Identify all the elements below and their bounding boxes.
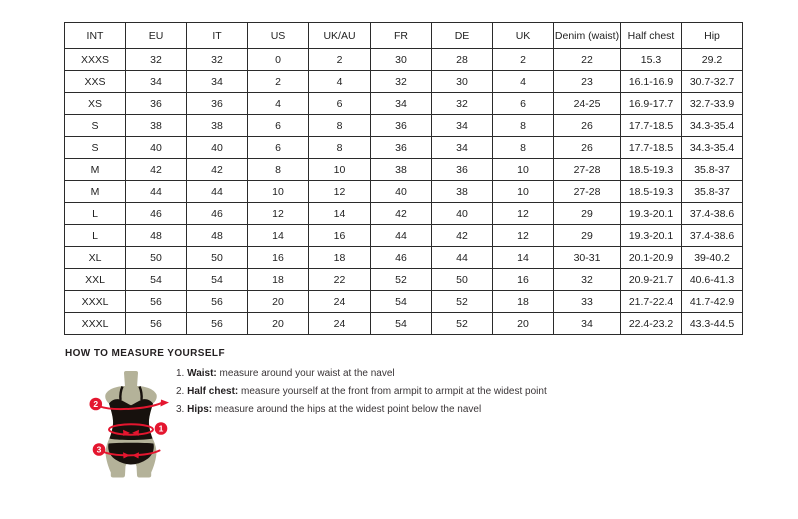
- table-cell: 22: [554, 49, 621, 71]
- table-cell: 56: [187, 313, 248, 335]
- table-cell: 22: [309, 269, 371, 291]
- table-cell: S: [65, 115, 126, 137]
- table-row: [65, 137, 743, 159]
- column-header: FR: [371, 23, 432, 49]
- table-row: [65, 93, 743, 115]
- table-cell: 28: [432, 49, 493, 71]
- step-number: 2.: [176, 386, 188, 397]
- table-cell: 38: [126, 115, 187, 137]
- table-cell: 52: [371, 269, 432, 291]
- table-cell: 14: [248, 225, 309, 247]
- measure-steps: [176, 368, 547, 422]
- table-cell: XXS: [65, 71, 126, 93]
- table-cell: 32: [432, 93, 493, 115]
- table-cell: 18.5-19.3: [621, 181, 682, 203]
- table-row: [65, 269, 743, 291]
- table-cell: 34: [126, 71, 187, 93]
- table-cell: XXXL: [65, 313, 126, 335]
- badge-number: 3: [96, 444, 102, 455]
- table-row: [65, 159, 743, 181]
- table-cell: 50: [187, 247, 248, 269]
- table-cell: 17.7-18.5: [621, 137, 682, 159]
- table-cell: 2: [493, 49, 554, 71]
- table-cell: 29: [554, 203, 621, 225]
- table-cell: 10: [248, 181, 309, 203]
- table-cell: 38: [371, 159, 432, 181]
- size-table: [64, 22, 743, 335]
- table-cell: M: [65, 181, 126, 203]
- table-cell: 44: [371, 225, 432, 247]
- table-cell: 46: [371, 247, 432, 269]
- table-cell: 12: [309, 181, 371, 203]
- column-header: INT: [65, 23, 126, 49]
- table-cell: 43.3-44.5: [682, 313, 743, 335]
- table-cell: 2: [309, 49, 371, 71]
- table-cell: 48: [126, 225, 187, 247]
- table-cell: 36: [371, 137, 432, 159]
- table-row: [65, 313, 743, 335]
- table-cell: 6: [248, 115, 309, 137]
- step-number: 1.: [176, 368, 188, 379]
- table-cell: 39-40.2: [682, 247, 743, 269]
- measure-step: [176, 368, 547, 379]
- table-cell: 10: [309, 159, 371, 181]
- table-cell: 56: [126, 313, 187, 335]
- table-cell: 34: [371, 93, 432, 115]
- header-row: [65, 23, 743, 49]
- table-cell: 36: [187, 93, 248, 115]
- table-cell: 32: [554, 269, 621, 291]
- table-cell: 32.7-33.9: [682, 93, 743, 115]
- table-cell: 40: [432, 203, 493, 225]
- column-header: UK/AU: [309, 23, 371, 49]
- table-cell: S: [65, 137, 126, 159]
- table-cell: 54: [126, 269, 187, 291]
- table-cell: 6: [493, 93, 554, 115]
- table-cell: 56: [126, 291, 187, 313]
- step-label: Half chest:: [187, 386, 242, 397]
- mannequin-illustration: [85, 370, 177, 480]
- table-cell: 54: [187, 269, 248, 291]
- table-cell: 56: [187, 291, 248, 313]
- table-cell: 18.5-19.3: [621, 159, 682, 181]
- table-cell: 19.3-20.1: [621, 225, 682, 247]
- table-cell: 8: [309, 137, 371, 159]
- table-cell: 34.3-35.4: [682, 115, 743, 137]
- table-cell: 42: [432, 225, 493, 247]
- table-cell: 18: [248, 269, 309, 291]
- table-cell: 24: [309, 291, 371, 313]
- table-cell: 33: [554, 291, 621, 313]
- table-cell: 44: [432, 247, 493, 269]
- table-cell: 20.1-20.9: [621, 247, 682, 269]
- table-cell: 2: [248, 71, 309, 93]
- step-text: measure around your waist at the navel: [219, 368, 395, 379]
- measure-heading: HOW TO MEASURE YOURSELF: [65, 348, 225, 359]
- measurement-figure: [85, 370, 177, 480]
- table-cell: L: [65, 225, 126, 247]
- table-cell: 6: [309, 93, 371, 115]
- table-row: [65, 49, 743, 71]
- table-cell: 16: [248, 247, 309, 269]
- step-text: measure yourself at the front from armpit to armpit at the widest point: [241, 386, 547, 397]
- table-cell: 54: [371, 313, 432, 335]
- table-cell: 14: [493, 247, 554, 269]
- figure-badge-3: [93, 443, 106, 456]
- table-row: [65, 115, 743, 137]
- table-cell: 32: [187, 49, 248, 71]
- table-cell: 14: [309, 203, 371, 225]
- table-cell: 44: [126, 181, 187, 203]
- table-cell: 24: [309, 313, 371, 335]
- table-cell: 22.4-23.2: [621, 313, 682, 335]
- table-cell: 46: [187, 203, 248, 225]
- table-cell: 42: [187, 159, 248, 181]
- column-header: US: [248, 23, 309, 49]
- table-cell: 52: [432, 313, 493, 335]
- table-cell: 30-31: [554, 247, 621, 269]
- table-cell: 20: [248, 291, 309, 313]
- size-table-head: [65, 23, 743, 49]
- table-cell: 35.8-37: [682, 159, 743, 181]
- table-cell: 20: [248, 313, 309, 335]
- table-row: [65, 247, 743, 269]
- figure-badge-1: [155, 422, 168, 435]
- table-cell: L: [65, 203, 126, 225]
- step-label: Waist:: [187, 368, 220, 379]
- table-cell: 48: [187, 225, 248, 247]
- table-cell: 44: [187, 181, 248, 203]
- table-cell: 27-28: [554, 159, 621, 181]
- table-cell: 34: [432, 115, 493, 137]
- table-cell: 29.2: [682, 49, 743, 71]
- column-header: DE: [432, 23, 493, 49]
- table-cell: 20: [493, 313, 554, 335]
- table-cell: 24-25: [554, 93, 621, 115]
- table-cell: XXXS: [65, 49, 126, 71]
- table-cell: 4: [309, 71, 371, 93]
- table-cell: 38: [432, 181, 493, 203]
- table-cell: 40: [187, 137, 248, 159]
- table-cell: 16: [309, 225, 371, 247]
- column-header: Half chest: [621, 23, 682, 49]
- table-cell: XXL: [65, 269, 126, 291]
- badge-number: 1: [158, 423, 164, 434]
- table-cell: 18: [309, 247, 371, 269]
- table-cell: 42: [126, 159, 187, 181]
- table-cell: 16.1-16.9: [621, 71, 682, 93]
- table-cell: 35.8-37: [682, 181, 743, 203]
- size-table-body: [65, 49, 743, 335]
- table-cell: 37.4-38.6: [682, 225, 743, 247]
- table-row: [65, 225, 743, 247]
- figure-badge-2: [90, 398, 103, 411]
- table-cell: 41.7-42.9: [682, 291, 743, 313]
- table-cell: 6: [248, 137, 309, 159]
- table-cell: 19.3-20.1: [621, 203, 682, 225]
- table-cell: 40.6-41.3: [682, 269, 743, 291]
- table-cell: 34: [432, 137, 493, 159]
- table-cell: 42: [371, 203, 432, 225]
- table-cell: 8: [493, 137, 554, 159]
- table-cell: 30: [371, 49, 432, 71]
- table-cell: 18: [493, 291, 554, 313]
- table-cell: 32: [371, 71, 432, 93]
- table-cell: 30.7-32.7: [682, 71, 743, 93]
- column-header: UK: [493, 23, 554, 49]
- table-cell: 29: [554, 225, 621, 247]
- table-cell: 40: [126, 137, 187, 159]
- table-cell: 12: [248, 203, 309, 225]
- table-cell: 8: [309, 115, 371, 137]
- table-cell: 34: [554, 313, 621, 335]
- step-label: Hips:: [187, 404, 215, 415]
- table-cell: 26: [554, 115, 621, 137]
- table-cell: 27-28: [554, 181, 621, 203]
- table-row: [65, 181, 743, 203]
- table-cell: 4: [493, 71, 554, 93]
- table-cell: 36: [126, 93, 187, 115]
- table-row: [65, 203, 743, 225]
- table-cell: 10: [493, 159, 554, 181]
- table-row: [65, 71, 743, 93]
- table-cell: 50: [432, 269, 493, 291]
- table-cell: 4: [248, 93, 309, 115]
- table-cell: XS: [65, 93, 126, 115]
- table-cell: 0: [248, 49, 309, 71]
- step-text: measure around the hips at the widest point below the navel: [214, 404, 482, 415]
- table-cell: 16.9-17.7: [621, 93, 682, 115]
- column-header: IT: [187, 23, 248, 49]
- table-cell: 38: [187, 115, 248, 137]
- table-cell: 26: [554, 137, 621, 159]
- table-cell: 12: [493, 203, 554, 225]
- table-cell: XL: [65, 247, 126, 269]
- table-cell: 21.7-22.4: [621, 291, 682, 313]
- table-cell: 36: [432, 159, 493, 181]
- table-row: [65, 291, 743, 313]
- table-cell: 8: [248, 159, 309, 181]
- column-header: Denim (waist): [554, 23, 621, 49]
- column-header: Hip: [682, 23, 743, 49]
- table-cell: 36: [371, 115, 432, 137]
- measure-step: [176, 404, 547, 415]
- badge-number: 2: [93, 399, 99, 409]
- column-header: EU: [126, 23, 187, 49]
- measure-step: [176, 386, 547, 397]
- table-cell: 23: [554, 71, 621, 93]
- table-cell: 17.7-18.5: [621, 115, 682, 137]
- table-cell: 34: [187, 71, 248, 93]
- table-cell: 46: [126, 203, 187, 225]
- table-cell: 16: [493, 269, 554, 291]
- table-cell: 37.4-38.6: [682, 203, 743, 225]
- table-cell: 15.3: [621, 49, 682, 71]
- table-cell: 34.3-35.4: [682, 137, 743, 159]
- table-cell: 52: [432, 291, 493, 313]
- table-cell: 54: [371, 291, 432, 313]
- table-cell: 32: [126, 49, 187, 71]
- table-cell: 30: [432, 71, 493, 93]
- table-cell: 8: [493, 115, 554, 137]
- table-cell: 40: [371, 181, 432, 203]
- table-cell: 12: [493, 225, 554, 247]
- table-cell: XXXL: [65, 291, 126, 313]
- table-cell: 20.9-21.7: [621, 269, 682, 291]
- table-cell: M: [65, 159, 126, 181]
- table-cell: 10: [493, 181, 554, 203]
- table-cell: 50: [126, 247, 187, 269]
- step-number: 3.: [176, 404, 188, 415]
